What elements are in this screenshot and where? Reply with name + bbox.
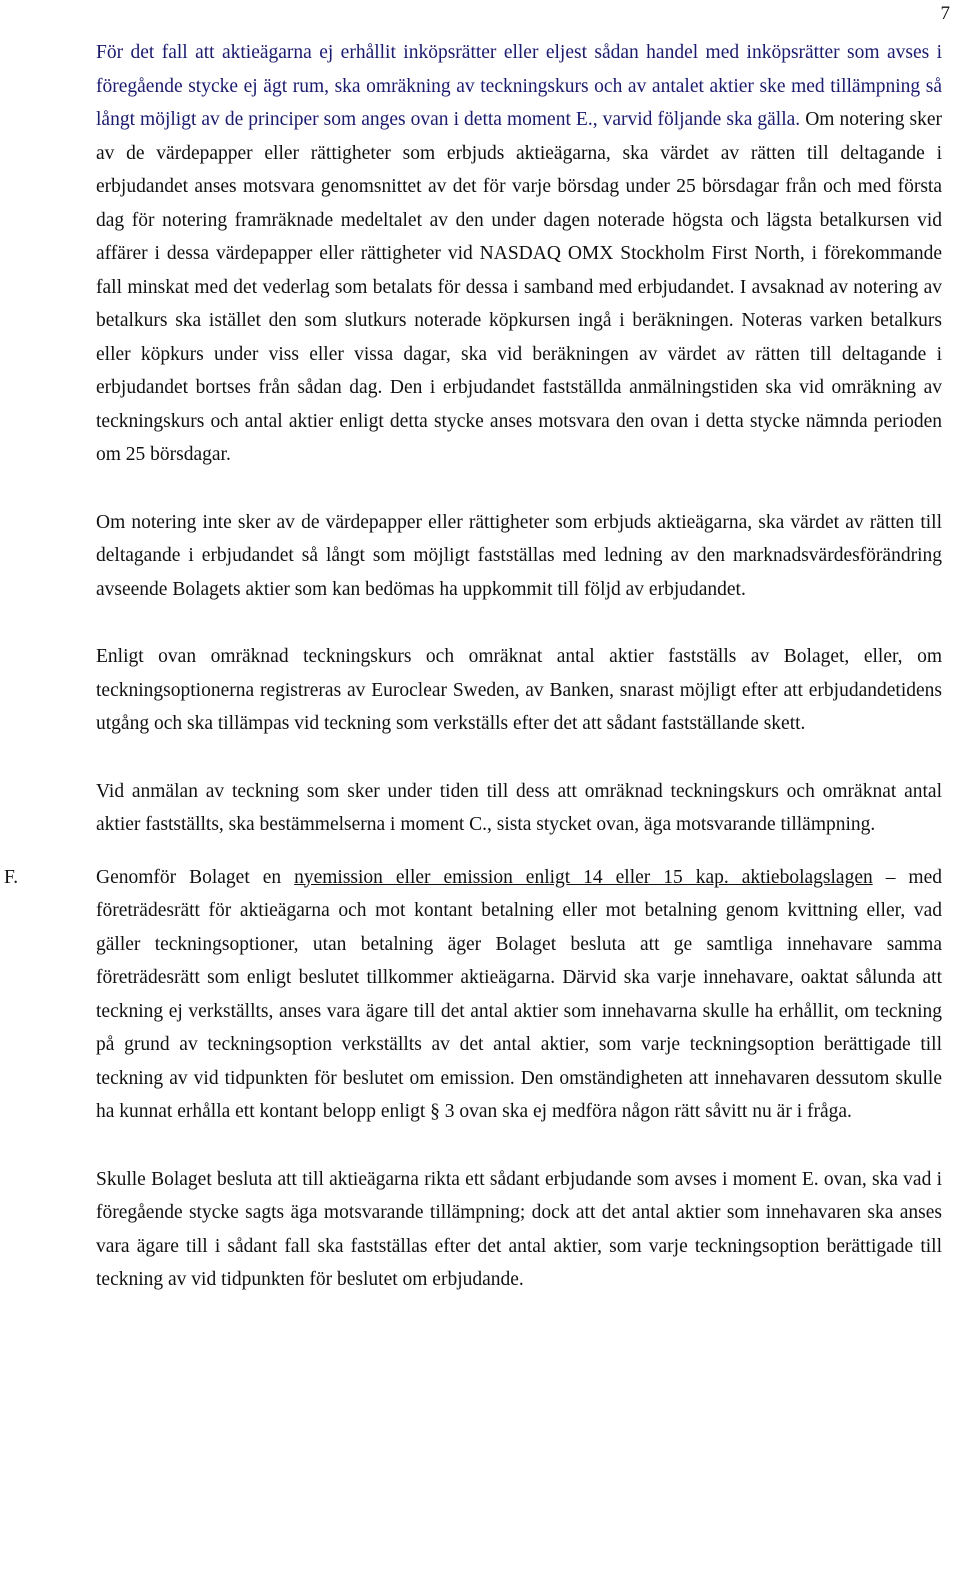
section-f [4,861,942,1297]
section-f-body: – med företrädesrätt för aktieägarna och mot kontant betalning eller mot betalning genom kvittning eller, vad gäller teckningsoptioner, utan betalning äger Bolaget besluta att ge samtliga innehavare samma företrädesrätt som enligt beslutet tillkommer aktieägarna. Därvid ska varje innehavare, oaktat sålunda att teckning ej verkställts, anses vara ägare till det antal aktier som innehavarna skulle ha erhållit, om teckning på grund av teckningsoption verkställts av det antal aktier, som varje teckningsoption berättigade till teckning av vid tidpunkten för beslutet om emission. Den omständigheten att innehavaren dessutom skulle ha kunnat erhålla ett kontant belopp enligt § 3 ovan ska ej medföra någon rätt såvitt nu är i fråga. [96,866,942,1122]
paragraph-notering-inte: Om notering inte sker av de värdepapper eller rättigheter som erbjuds aktieägarna, ska värdet av rätten till deltagande i erbjudandet så långt som möjligt fastställas med ledning av den marknadsvärdesförändring avseende Bolagets aktier som kan bedömas ha uppkommit till följd av erbjudandet. [96,511,942,600]
section-f-intro: Genomför Bolaget en [96,866,295,888]
paragraph-inkopsratter-body: Om notering sker av de värdepapper eller rättigheter som erbjuds aktieägarna, ska värdet av rätten till deltagande i erbjudandet anses motsvara genomsnittet av det för varje börsdag under 25 börsdagar från och med första dag för notering framräknade medeltalet av den under dagen noterade högsta och lägsta betalkursen vid affärer i dessa värdepapper eller rättigheter vid NASDAQ OMX Stockholm First North, i förekommande fall minskat med det vederlag som betalats för dessa i samband med erbjudandet. I avsaknad av notering av betalkurs ska istället den som slutkurs noterade köpkursen ingå i beräkningen. Noteras varken betalkurs eller köpkurs under viss eller vissa dagar, ska vid beräkningen av värdet av rätten till deltagande i erbjudandet bortses från sådan dag. Den i erbjudandet fastställda anmälningstiden ska vid omräkning av teckningskurs och antal aktier enligt detta stycke anses motsvara den ovan i detta stycke nämnda perioden om 25 börsdagar. [96,109,942,465]
page-number: 7 [940,3,950,24]
paragraph-inkopsratter [96,36,942,472]
paragraph-anmalan-teckning: Vid anmälan av teckning som sker under tiden till dess att omräknad teckningskurs och omräknat antal aktier fastställts, ska bestämmelserna i moment C., sista stycket ovan, äga motsvarande tillämpning. [96,780,942,835]
section-f-paragraph-nyemission [96,861,942,1129]
paragraph-inkopsratter-intro: För det fall att aktieägarna ej erhållit inköpsrätter eller eljest sådan handel med inköpsrätter som avses i föregående stycke ej ägt rum, ska omräkning av teckningskurs och av antalet aktier ske med tillämpning så långt möjligt av de principer som anges ovan i detta moment E., varvid följande ska gälla. [96,42,942,130]
section-f-marker: F. [4,866,19,888]
section-f-paragraph-erbjudande: Skulle Bolaget besluta att till aktieägarna rikta ett sådant erbjudande som avses i moment E. ovan, ska vad i föregående stycke sagts äga motsvarande tillämpning; dock att det antal aktier som innehavaren ska anses vara ägare till i sådant fall ska fastställas efter det antal aktier, som varje teckningsoption berättigade till teckning av vid tidpunkten för beslutet om erbjudande. [96,1168,942,1290]
paragraph-omraknad-teckningskurs: Enligt ovan omräknad teckningskurs och omräknat antal aktier fastställs av Bolaget, eller, om teckningsoptionerna registreras av Euroclear Sweden, av Banken, snarast möjligt efter att erbjudandetidens utgång och ska tillämpas vid teckning som verkställs efter det att sådant fastställande skett. [96,646,942,734]
aktiebolagslagen-link[interactable]: nyemission eller emission enligt 14 eller 15 kap. aktiebolagslagen [294,866,873,888]
document-body [4,36,942,1297]
